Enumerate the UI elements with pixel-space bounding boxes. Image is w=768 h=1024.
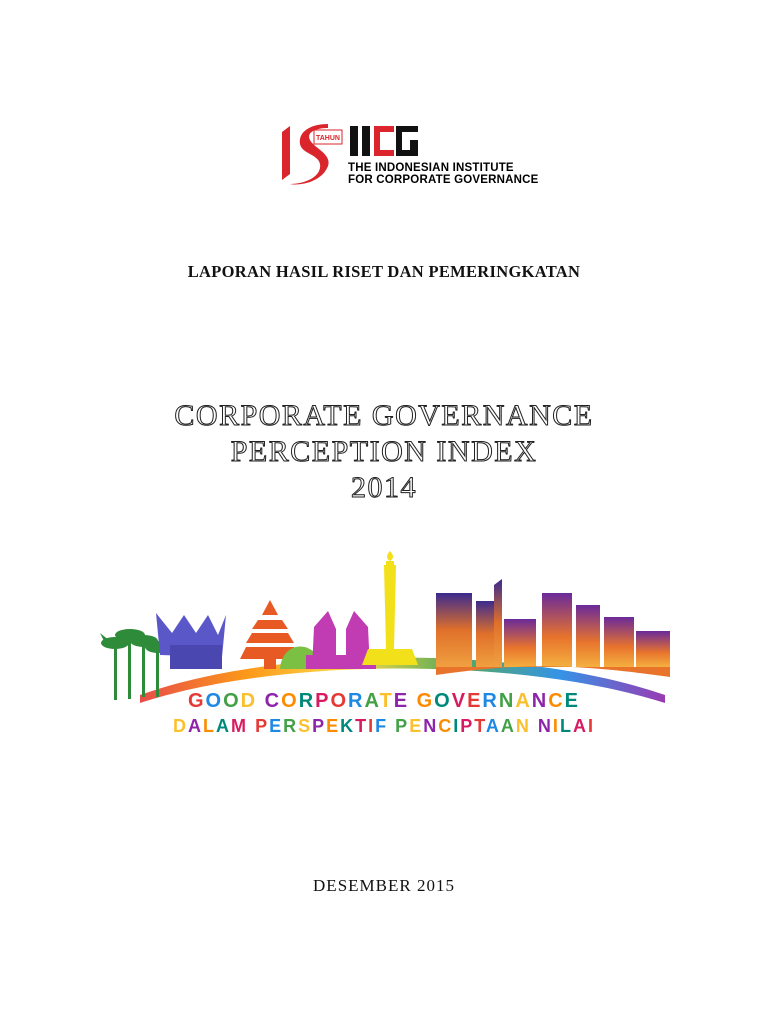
title-line-2: PERCEPTION INDEX	[230, 435, 538, 468]
tagline-line-1-text	[188, 690, 580, 712]
tagline-letter: D	[240, 690, 258, 712]
tagline-letter: G	[416, 690, 435, 712]
tagline-letter: R	[283, 716, 299, 736]
tagline-letter: D	[173, 716, 189, 736]
tagline-letter: I	[368, 716, 376, 736]
tagline-letter: M	[231, 716, 249, 736]
tagline-letter: E	[564, 690, 581, 712]
tagline-letter: R	[298, 690, 316, 712]
tagline-letter: O	[434, 690, 452, 712]
tagline-letter: E	[467, 690, 483, 712]
tagline-letter: L	[559, 716, 573, 736]
tagline-letter: E	[393, 690, 410, 712]
title-year: 2014	[351, 471, 417, 504]
tagline-letter: R	[482, 690, 499, 712]
tagline-letter: A	[515, 690, 532, 712]
tagline-letter: N	[515, 716, 531, 736]
publication-date: DESEMBER 2015	[313, 876, 455, 895]
tagline-letter: C	[438, 716, 454, 736]
city-buildings	[436, 579, 670, 677]
tagline-letter: E	[326, 716, 341, 736]
org-name-line-1: THE INDONESIAN INSTITUTE	[348, 162, 514, 174]
tagline-letter: T	[355, 716, 369, 736]
tagline-letter: P	[460, 716, 475, 736]
tagline-letter	[257, 690, 265, 712]
tagline-letter	[531, 716, 538, 736]
tagline-letter: A	[485, 716, 501, 736]
tagline-letter: K	[340, 716, 356, 736]
tagline-line-2	[0, 716, 768, 737]
rumah-gadang	[156, 613, 226, 669]
tagline-letter: O	[330, 690, 349, 712]
tagline-letter: A	[500, 716, 516, 736]
iicg-logo	[270, 118, 540, 198]
badge-text: TAHUN	[316, 135, 340, 142]
tagline-letter: A	[364, 690, 380, 712]
tagline-letter: F	[375, 716, 389, 736]
tagline-letter: L	[203, 716, 217, 736]
org-name-line-2: FOR CORPORATE GOVERNANCE	[348, 174, 539, 186]
tagline-letter: O	[205, 690, 224, 712]
monas-monument	[362, 551, 418, 665]
tagline-letter: I	[552, 716, 560, 736]
tagline-letter: C	[264, 690, 282, 712]
anniversary-15-logo	[270, 118, 540, 198]
tagline-letter: A	[216, 716, 232, 736]
tagline-letter: P	[312, 716, 327, 736]
tagline-letter: T	[474, 716, 486, 736]
tagline-letter: A	[572, 716, 588, 736]
tagline-letter: A	[188, 716, 204, 736]
tagline-letter: N	[537, 716, 553, 736]
tagline-letter	[248, 716, 255, 736]
tagline-letter: N	[531, 690, 549, 712]
tagline-letter: C	[548, 690, 565, 712]
report-label: LAPORAN HASIL RISET DAN PEMERINGKATAN	[187, 262, 581, 281]
tagline-letter: S	[298, 716, 313, 736]
tagline-letter	[409, 690, 417, 712]
tagline-line-1	[0, 690, 768, 713]
organization-name	[348, 162, 539, 186]
indonesia-skyline-illustration	[100, 545, 675, 745]
tagline-line-2-text	[173, 716, 595, 736]
tagline-letter: P	[315, 690, 331, 712]
tagline-letter: R	[348, 690, 365, 712]
tagline-letter: T	[379, 690, 394, 712]
tagline-letter: N	[423, 716, 439, 736]
tagline-letter: O	[223, 690, 241, 712]
tagline-letter: E	[269, 716, 284, 736]
tagline-letter: P	[395, 716, 410, 736]
tagline-letter: I	[453, 716, 461, 736]
title-line-1: CORPORATE GOVERNANCE	[174, 399, 594, 432]
tagline-letter: O	[281, 690, 299, 712]
tagline-letter: G	[187, 690, 206, 712]
tagline-letter: I	[587, 716, 595, 736]
report-title	[0, 398, 768, 506]
tagline-letter: N	[498, 690, 516, 712]
tagline-letter: V	[451, 690, 468, 712]
tagline-letter: E	[409, 716, 424, 736]
tagline-letter: P	[255, 716, 270, 736]
